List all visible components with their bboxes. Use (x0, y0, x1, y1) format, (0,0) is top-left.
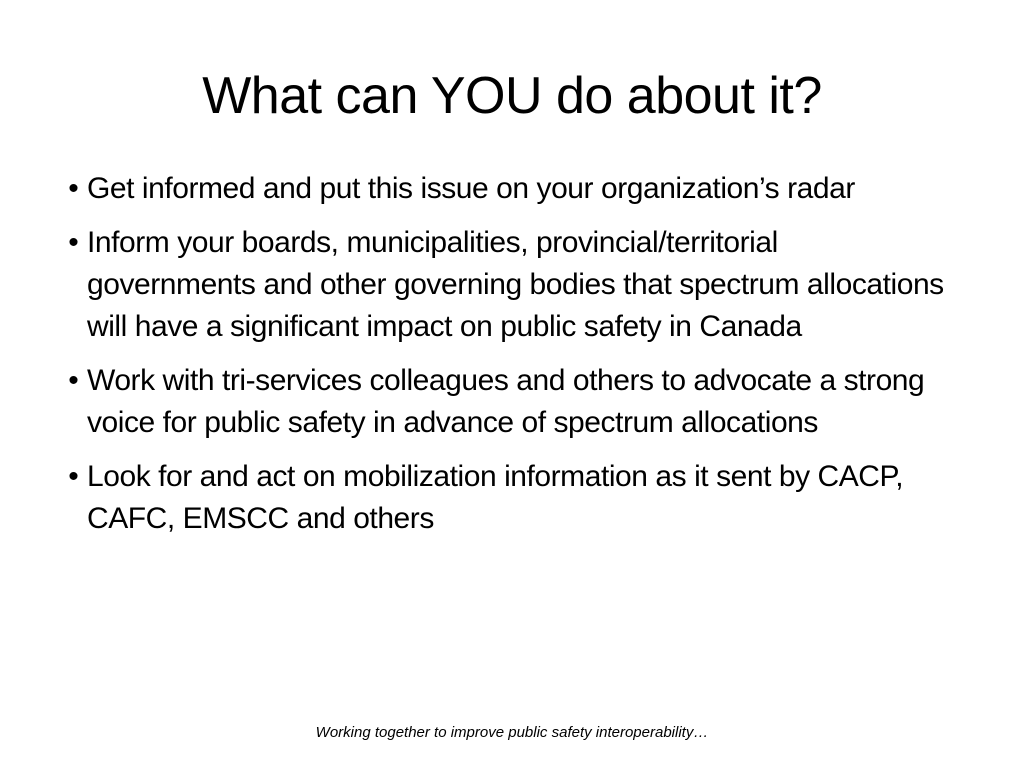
bullet-icon: • (68, 226, 79, 259)
bullet-list (60, 168, 950, 552)
bullet-text: Look for and act on mobilization information as it sent by CACP, CAFC, EMSCC and others (87, 460, 904, 535)
bullet-icon: • (68, 172, 79, 205)
bullet-item (60, 222, 950, 348)
bullet-icon: • (68, 460, 79, 493)
bullet-item (60, 168, 950, 210)
bullet-item (60, 456, 950, 540)
bullet-text: Work with tri-services colleagues and others to advocate a strong voice for public safety in advance of spectrum allocations (87, 364, 925, 439)
slide-footer: Working together to improve public safety interoperability… (315, 724, 709, 741)
bullet-text: Inform your boards, municipalities, provincial/territorial governments and other governing bodies that spectrum allocations will have a significant impact on public safety in Canada (87, 226, 944, 343)
bullet-text: Get informed and put this issue on your organization’s radar (87, 172, 855, 205)
slide-title: What can YOU do about it? (202, 67, 822, 125)
bullet-icon: • (68, 364, 79, 397)
bullet-item (60, 360, 950, 444)
